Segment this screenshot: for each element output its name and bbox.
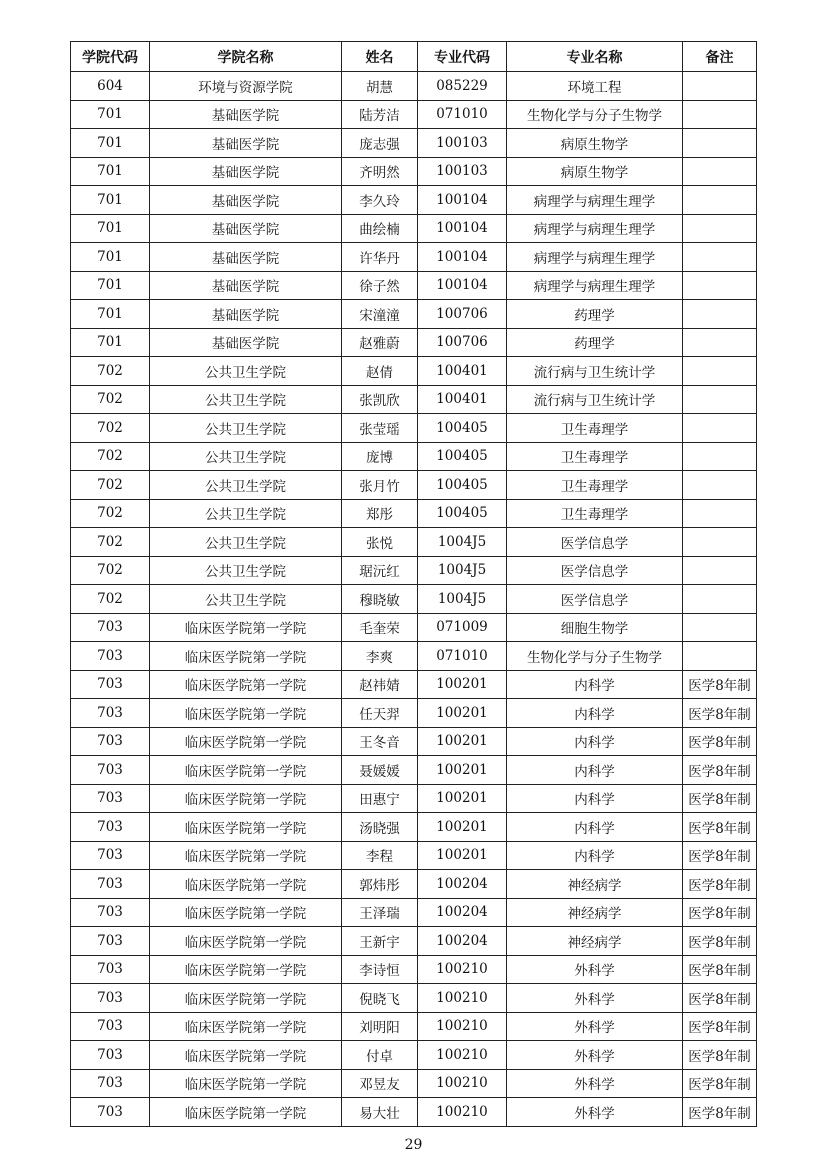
college-code-cell: 703: [71, 1012, 150, 1041]
table-row: [71, 813, 757, 842]
college-code-cell: 703: [71, 642, 150, 671]
major-code-cell: 100210: [418, 1041, 507, 1070]
remarks-cell: 医学8年制: [683, 1098, 757, 1127]
college-code-cell: 703: [71, 1098, 150, 1127]
student-name-cell: 张莹瑶: [342, 414, 418, 443]
major-name-cell: 病原生物学: [507, 129, 683, 158]
header-row: [71, 42, 757, 72]
college-code-cell: 702: [71, 442, 150, 471]
major-code-cell: 085229: [418, 72, 507, 101]
college-name-cell: 临床医学院第一学院: [150, 1041, 342, 1070]
table-row: [71, 1041, 757, 1070]
table-row: [71, 271, 757, 300]
college-name-cell: 环境与资源学院: [150, 72, 342, 101]
college-code-cell: 702: [71, 499, 150, 528]
table-body: [71, 72, 757, 1127]
student-name-cell: 张凯欣: [342, 385, 418, 414]
major-name-cell: 医学信息学: [507, 556, 683, 585]
major-name-cell: 神经病学: [507, 898, 683, 927]
college-code-cell: 701: [71, 300, 150, 329]
student-name-cell: 李爽: [342, 642, 418, 671]
major-code-cell: 100210: [418, 1098, 507, 1127]
remarks-cell: 医学8年制: [683, 955, 757, 984]
student-name-cell: 许华丹: [342, 243, 418, 272]
college-code-cell: 703: [71, 727, 150, 756]
college-code-cell: 703: [71, 813, 150, 842]
major-code-cell: 071010: [418, 642, 507, 671]
remarks-cell: [683, 585, 757, 614]
student-name-cell: 宋潼潼: [342, 300, 418, 329]
table-row: [71, 100, 757, 129]
college-code-cell: 701: [71, 214, 150, 243]
college-name-cell: 临床医学院第一学院: [150, 1098, 342, 1127]
student-name-cell: 庞博: [342, 442, 418, 471]
remarks-cell: [683, 328, 757, 357]
college-code-cell: 702: [71, 414, 150, 443]
student-name-cell: 倪晓飞: [342, 984, 418, 1013]
major-code-cell: 1004J5: [418, 585, 507, 614]
major-name-cell: 医学信息学: [507, 528, 683, 557]
college-name-cell: 公共卫生学院: [150, 556, 342, 585]
major-code-cell: 100201: [418, 813, 507, 842]
college-name-cell: 临床医学院第一学院: [150, 784, 342, 813]
college-name-cell: 临床医学院第一学院: [150, 813, 342, 842]
major-code-cell: 100204: [418, 898, 507, 927]
major-code-cell: 100405: [418, 442, 507, 471]
remarks-cell: 医学8年制: [683, 784, 757, 813]
student-name-cell: 王新宇: [342, 927, 418, 956]
major-code-cell: 100706: [418, 328, 507, 357]
major-name-cell: 药理学: [507, 328, 683, 357]
remarks-cell: [683, 271, 757, 300]
major-name-cell: 生物化学与分子生物学: [507, 100, 683, 129]
remarks-cell: 医学8年制: [683, 699, 757, 728]
header-remarks: 备注: [683, 42, 757, 72]
header-college-name: 学院名称: [150, 42, 342, 72]
college-name-cell: 临床医学院第一学院: [150, 898, 342, 927]
table-row: [71, 186, 757, 215]
major-code-cell: 100210: [418, 1012, 507, 1041]
major-name-cell: 内科学: [507, 727, 683, 756]
major-code-cell: 100401: [418, 385, 507, 414]
remarks-cell: [683, 214, 757, 243]
student-name-cell: 付卓: [342, 1041, 418, 1070]
student-name-cell: 田惠宁: [342, 784, 418, 813]
table-header: [71, 42, 757, 72]
major-name-cell: 外科学: [507, 1041, 683, 1070]
major-name-cell: 细胞生物学: [507, 613, 683, 642]
college-name-cell: 临床医学院第一学院: [150, 1012, 342, 1041]
major-name-cell: 内科学: [507, 756, 683, 785]
remarks-cell: 医学8年制: [683, 841, 757, 870]
college-code-cell: 702: [71, 385, 150, 414]
major-code-cell: 100104: [418, 214, 507, 243]
major-code-cell: 100104: [418, 243, 507, 272]
student-name-cell: 王泽瑞: [342, 898, 418, 927]
table-row: [71, 1012, 757, 1041]
major-code-cell: 071010: [418, 100, 507, 129]
table-row: [71, 556, 757, 585]
major-name-cell: 外科学: [507, 1012, 683, 1041]
major-code-cell: 100405: [418, 471, 507, 500]
major-code-cell: 100204: [418, 927, 507, 956]
header-major-name: 专业名称: [507, 42, 683, 72]
major-name-cell: 药理学: [507, 300, 683, 329]
table-row: [71, 642, 757, 671]
table-row: [71, 214, 757, 243]
remarks-cell: [683, 300, 757, 329]
major-code-cell: 100104: [418, 271, 507, 300]
table-row: [71, 585, 757, 614]
student-name-cell: 易大壮: [342, 1098, 418, 1127]
major-name-cell: 卫生毒理学: [507, 499, 683, 528]
table-row: [71, 72, 757, 101]
student-name-cell: 陆芳洁: [342, 100, 418, 129]
remarks-cell: [683, 72, 757, 101]
table-row: [71, 784, 757, 813]
college-name-cell: 基础医学院: [150, 243, 342, 272]
college-name-cell: 公共卫生学院: [150, 585, 342, 614]
remarks-cell: [683, 157, 757, 186]
remarks-cell: [683, 243, 757, 272]
major-code-cell: 100103: [418, 157, 507, 186]
college-code-cell: 703: [71, 756, 150, 785]
student-name-cell: 张月竹: [342, 471, 418, 500]
table-row: [71, 499, 757, 528]
college-code-cell: 702: [71, 528, 150, 557]
table-row: [71, 442, 757, 471]
remarks-cell: [683, 100, 757, 129]
college-name-cell: 公共卫生学院: [150, 499, 342, 528]
college-code-cell: 701: [71, 129, 150, 158]
student-name-cell: 刘明阳: [342, 1012, 418, 1041]
major-code-cell: 100201: [418, 699, 507, 728]
college-code-cell: 703: [71, 927, 150, 956]
table-row: [71, 670, 757, 699]
major-name-cell: 环境工程: [507, 72, 683, 101]
major-code-cell: 100104: [418, 186, 507, 215]
major-name-cell: 内科学: [507, 670, 683, 699]
student-name-cell: 琚沅红: [342, 556, 418, 585]
college-name-cell: 基础医学院: [150, 300, 342, 329]
college-code-cell: 701: [71, 271, 150, 300]
table-row: [71, 927, 757, 956]
remarks-cell: [683, 528, 757, 557]
college-code-cell: 703: [71, 955, 150, 984]
student-name-cell: 李程: [342, 841, 418, 870]
table-row: [71, 157, 757, 186]
table-row: [71, 528, 757, 557]
college-name-cell: 基础医学院: [150, 100, 342, 129]
major-name-cell: 病理学与病理生理学: [507, 243, 683, 272]
college-code-cell: 703: [71, 898, 150, 927]
major-code-cell: 100204: [418, 870, 507, 899]
student-name-cell: 赵倩: [342, 357, 418, 386]
major-name-cell: 卫生毒理学: [507, 471, 683, 500]
header-student-name: 姓名: [342, 42, 418, 72]
student-name-cell: 胡慧: [342, 72, 418, 101]
college-code-cell: 703: [71, 841, 150, 870]
major-code-cell: 100201: [418, 727, 507, 756]
table-row: [71, 471, 757, 500]
major-name-cell: 外科学: [507, 1069, 683, 1098]
remarks-cell: [683, 471, 757, 500]
college-name-cell: 临床医学院第一学院: [150, 927, 342, 956]
table-row: [71, 1098, 757, 1127]
major-name-cell: 病理学与病理生理学: [507, 214, 683, 243]
college-code-cell: 703: [71, 784, 150, 813]
remarks-cell: [683, 499, 757, 528]
college-name-cell: 基础医学院: [150, 214, 342, 243]
college-name-cell: 临床医学院第一学院: [150, 670, 342, 699]
college-code-cell: 702: [71, 585, 150, 614]
major-code-cell: 1004J5: [418, 556, 507, 585]
major-code-cell: 100210: [418, 955, 507, 984]
major-name-cell: 卫生毒理学: [507, 414, 683, 443]
college-code-cell: 702: [71, 471, 150, 500]
college-name-cell: 临床医学院第一学院: [150, 727, 342, 756]
college-code-cell: 701: [71, 243, 150, 272]
remarks-cell: [683, 556, 757, 585]
major-name-cell: 流行病与卫生统计学: [507, 357, 683, 386]
major-name-cell: 外科学: [507, 984, 683, 1013]
major-name-cell: 外科学: [507, 955, 683, 984]
table-row: [71, 385, 757, 414]
college-name-cell: 基础医学院: [150, 328, 342, 357]
student-name-cell: 毛奎荣: [342, 613, 418, 642]
major-name-cell: 内科学: [507, 841, 683, 870]
college-name-cell: 公共卫生学院: [150, 528, 342, 557]
college-name-cell: 基础医学院: [150, 129, 342, 158]
college-code-cell: 703: [71, 699, 150, 728]
major-name-cell: 流行病与卫生统计学: [507, 385, 683, 414]
college-code-cell: 701: [71, 328, 150, 357]
remarks-cell: 医学8年制: [683, 1012, 757, 1041]
remarks-cell: 医学8年制: [683, 756, 757, 785]
remarks-cell: [683, 357, 757, 386]
remarks-cell: [683, 642, 757, 671]
student-name-cell: 曲绘楠: [342, 214, 418, 243]
table-row: [71, 955, 757, 984]
college-code-cell: 701: [71, 100, 150, 129]
remarks-cell: [683, 613, 757, 642]
table-row: [71, 357, 757, 386]
table-row: [71, 699, 757, 728]
remarks-cell: [683, 442, 757, 471]
major-name-cell: 病理学与病理生理学: [507, 186, 683, 215]
table-row: [71, 1069, 757, 1098]
major-name-cell: 生物化学与分子生物学: [507, 642, 683, 671]
student-name-cell: 张悦: [342, 528, 418, 557]
remarks-cell: 医学8年制: [683, 870, 757, 899]
college-name-cell: 基础医学院: [150, 186, 342, 215]
remarks-cell: 医学8年制: [683, 984, 757, 1013]
college-code-cell: 703: [71, 1041, 150, 1070]
college-name-cell: 临床医学院第一学院: [150, 984, 342, 1013]
remarks-cell: [683, 129, 757, 158]
college-code-cell: 701: [71, 157, 150, 186]
college-code-cell: 701: [71, 186, 150, 215]
table-row: [71, 328, 757, 357]
major-name-cell: 医学信息学: [507, 585, 683, 614]
major-code-cell: 1004J5: [418, 528, 507, 557]
college-name-cell: 公共卫生学院: [150, 357, 342, 386]
major-code-cell: 100201: [418, 756, 507, 785]
college-code-cell: 702: [71, 556, 150, 585]
major-name-cell: 内科学: [507, 699, 683, 728]
table-row: [71, 756, 757, 785]
student-name-cell: 王冬音: [342, 727, 418, 756]
table-row: [71, 300, 757, 329]
student-name-cell: 任天羿: [342, 699, 418, 728]
college-name-cell: 临床医学院第一学院: [150, 955, 342, 984]
major-name-cell: 神经病学: [507, 927, 683, 956]
college-code-cell: 604: [71, 72, 150, 101]
college-code-cell: 703: [71, 670, 150, 699]
college-name-cell: 公共卫生学院: [150, 414, 342, 443]
major-name-cell: 病原生物学: [507, 157, 683, 186]
table-row: [71, 727, 757, 756]
major-code-cell: 100405: [418, 414, 507, 443]
college-name-cell: 基础医学院: [150, 157, 342, 186]
student-name-cell: 庞志强: [342, 129, 418, 158]
student-name-cell: 聂媛媛: [342, 756, 418, 785]
table-row: [71, 414, 757, 443]
college-name-cell: 临床医学院第一学院: [150, 699, 342, 728]
remarks-cell: 医学8年制: [683, 898, 757, 927]
college-name-cell: 临床医学院第一学院: [150, 756, 342, 785]
major-code-cell: 100201: [418, 841, 507, 870]
student-name-cell: 郭炜彤: [342, 870, 418, 899]
student-name-cell: 穆晓敏: [342, 585, 418, 614]
table-row: [71, 984, 757, 1013]
header-college-code: 学院代码: [71, 42, 150, 72]
major-name-cell: 病理学与病理生理学: [507, 271, 683, 300]
major-code-cell: 100103: [418, 129, 507, 158]
major-name-cell: 卫生毒理学: [507, 442, 683, 471]
college-code-cell: 703: [71, 870, 150, 899]
college-code-cell: 702: [71, 357, 150, 386]
remarks-cell: 医学8年制: [683, 670, 757, 699]
remarks-cell: 医学8年制: [683, 1041, 757, 1070]
major-code-cell: 100210: [418, 984, 507, 1013]
student-name-cell: 汤晓强: [342, 813, 418, 842]
college-code-cell: 703: [71, 984, 150, 1013]
student-name-cell: 郑彤: [342, 499, 418, 528]
remarks-cell: 医学8年制: [683, 927, 757, 956]
major-name-cell: 内科学: [507, 813, 683, 842]
student-name-cell: 邓昱友: [342, 1069, 418, 1098]
table-row: [71, 243, 757, 272]
college-code-cell: 703: [71, 613, 150, 642]
major-code-cell: 100706: [418, 300, 507, 329]
student-name-cell: 徐子然: [342, 271, 418, 300]
major-code-cell: 100401: [418, 357, 507, 386]
major-name-cell: 内科学: [507, 784, 683, 813]
college-name-cell: 临床医学院第一学院: [150, 1069, 342, 1098]
student-name-cell: 赵雅蔚: [342, 328, 418, 357]
remarks-cell: 医学8年制: [683, 1069, 757, 1098]
remarks-cell: [683, 414, 757, 443]
roster-table: [70, 41, 757, 1127]
major-code-cell: 100201: [418, 670, 507, 699]
major-code-cell: 100201: [418, 784, 507, 813]
college-name-cell: 公共卫生学院: [150, 442, 342, 471]
college-name-cell: 公共卫生学院: [150, 471, 342, 500]
table-row: [71, 129, 757, 158]
major-code-cell: 071009: [418, 613, 507, 642]
major-name-cell: 外科学: [507, 1098, 683, 1127]
remarks-cell: 医学8年制: [683, 727, 757, 756]
remarks-cell: [683, 385, 757, 414]
major-code-cell: 100210: [418, 1069, 507, 1098]
college-name-cell: 临床医学院第一学院: [150, 870, 342, 899]
college-name-cell: 基础医学院: [150, 271, 342, 300]
college-name-cell: 公共卫生学院: [150, 385, 342, 414]
student-name-cell: 李久玲: [342, 186, 418, 215]
college-code-cell: 703: [71, 1069, 150, 1098]
table-row: [71, 841, 757, 870]
remarks-cell: 医学8年制: [683, 813, 757, 842]
college-name-cell: 临床医学院第一学院: [150, 642, 342, 671]
table-row: [71, 870, 757, 899]
college-name-cell: 临床医学院第一学院: [150, 841, 342, 870]
student-name-cell: 李诗恒: [342, 955, 418, 984]
table-row: [71, 898, 757, 927]
major-code-cell: 100405: [418, 499, 507, 528]
college-name-cell: 临床医学院第一学院: [150, 613, 342, 642]
major-name-cell: 神经病学: [507, 870, 683, 899]
page-number: 29: [404, 1137, 423, 1153]
remarks-cell: [683, 186, 757, 215]
student-name-cell: 齐明然: [342, 157, 418, 186]
student-name-cell: 赵祎婧: [342, 670, 418, 699]
table-row: [71, 613, 757, 642]
header-major-code: 专业代码: [418, 42, 507, 72]
